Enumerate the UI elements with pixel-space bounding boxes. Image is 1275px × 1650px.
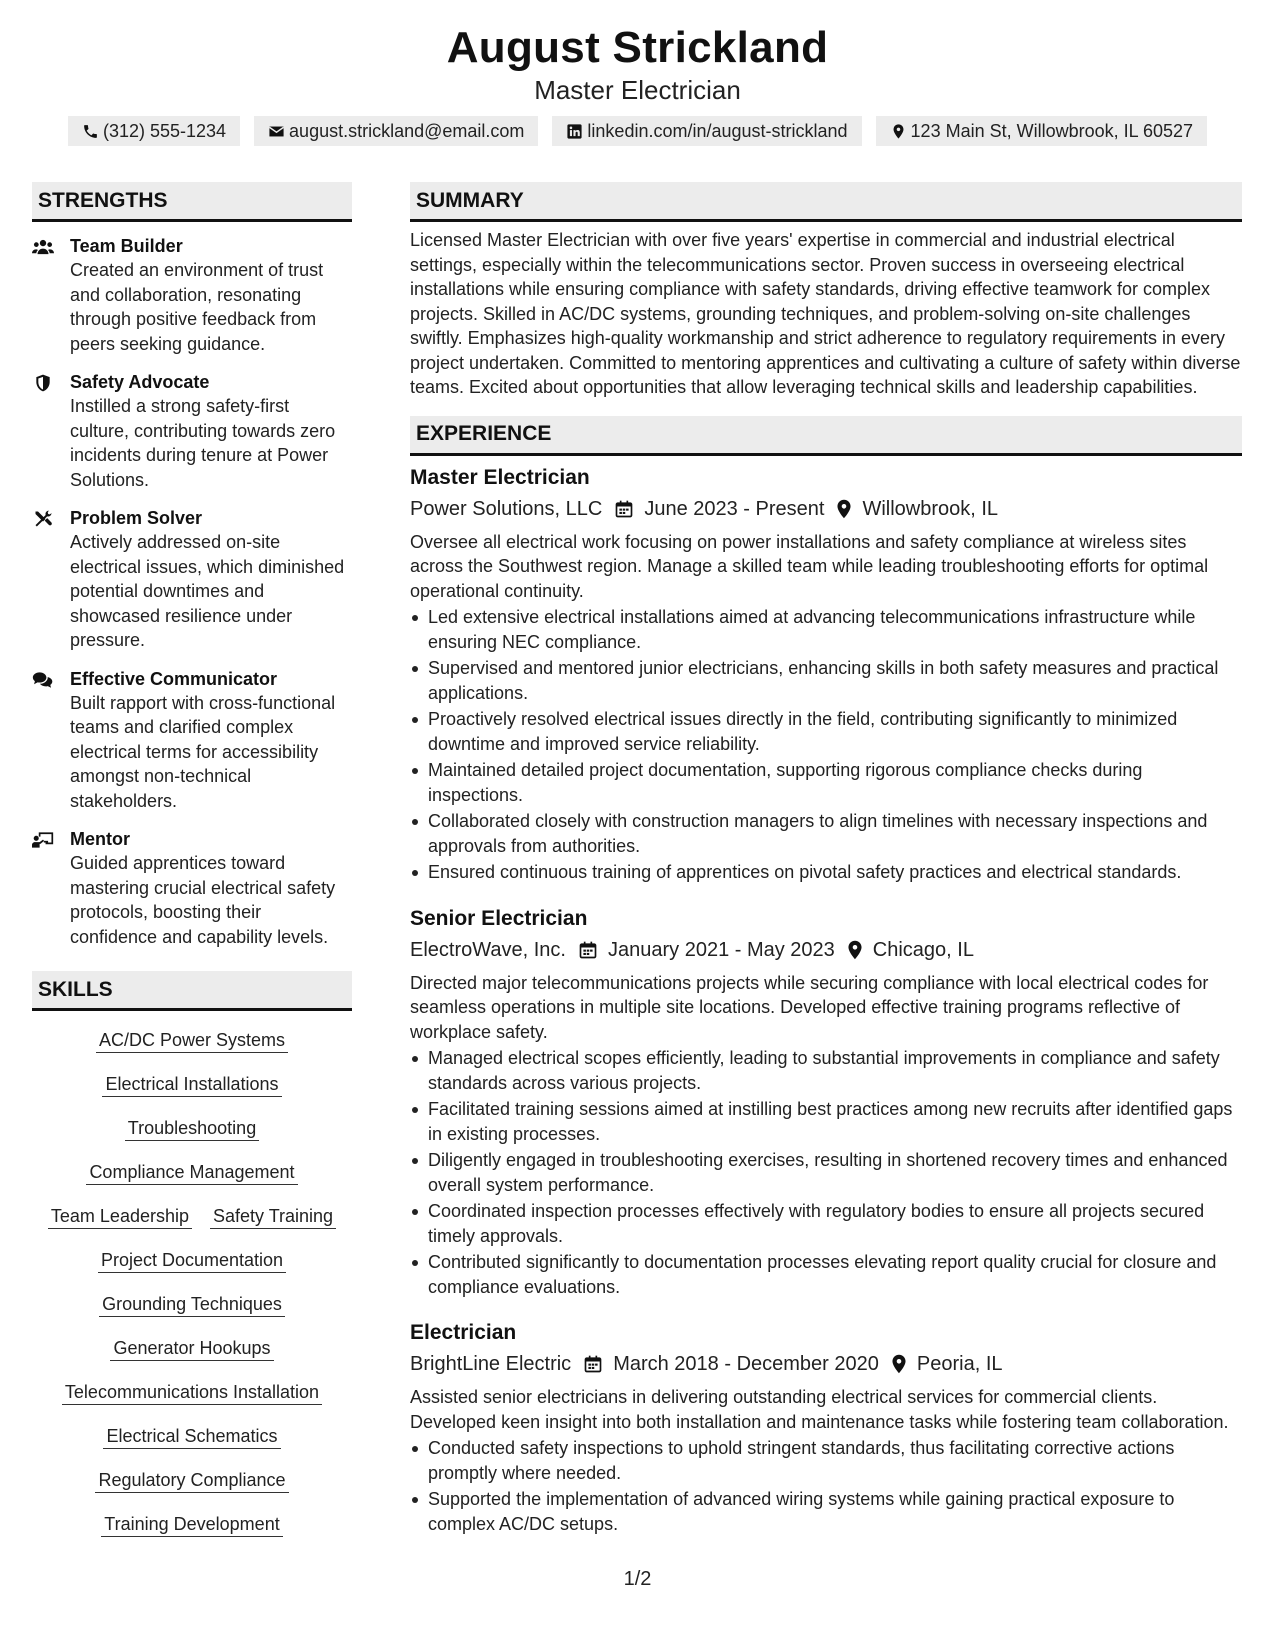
job-title: Electrician xyxy=(410,1321,517,1344)
skill-tag: Electrical Schematics xyxy=(103,1425,280,1449)
job-bullet: Coordinated inspection processes effectively with regulatory bodies to ensure all projects secured timely approvals. xyxy=(410,1199,1242,1248)
job-bullet: Proactively resolved electrical issues directly in the field, contributing significantly to minimized downtime and improved service reliability. xyxy=(410,707,1242,756)
job-entry xyxy=(410,897,1242,1300)
skill-tag: Training Development xyxy=(101,1513,282,1537)
job-bullet: Conducted safety inspections to uphold stringent standards, thus facilitating corrective actions promptly where needed. xyxy=(410,1436,1242,1485)
strength-item xyxy=(32,667,352,814)
calendar-icon xyxy=(578,940,598,960)
calendar-icon xyxy=(614,499,634,519)
strength-item xyxy=(32,506,352,653)
job-bullet: Maintained detailed project documentation, supporting rigorous compliance checks during inspections. xyxy=(410,758,1242,807)
skill-tag: Team Leadership xyxy=(48,1205,192,1229)
left-column xyxy=(32,182,352,1557)
contact-address xyxy=(876,116,1207,146)
skill-tag: Project Documentation xyxy=(98,1249,286,1273)
map-pin-icon xyxy=(847,940,863,960)
contact-linkedin xyxy=(552,116,861,146)
right-column xyxy=(410,182,1242,1548)
map-pin-icon xyxy=(891,1354,907,1374)
contact-phone xyxy=(68,116,240,146)
envelope-icon xyxy=(268,123,285,140)
job-bullet: Facilitated training sessions aimed at instilling best practices among new recruits after identified gaps in existing processes. xyxy=(410,1097,1242,1146)
skill-tag: Telecommunications Installation xyxy=(62,1381,322,1405)
job-bullet: Led extensive electrical installations aimed at advancing telecommunications infrastructure while ensuring NEC compliance. xyxy=(410,605,1242,654)
job-bullet: Supervised and mentored junior electricians, enhancing skills in both safety measures and practical applications. xyxy=(410,656,1242,705)
skill-tag: Electrical Installations xyxy=(102,1073,281,1097)
contact-email xyxy=(254,116,538,146)
strength-title: Effective Communicator xyxy=(70,668,278,689)
strength-title: Safety Advocate xyxy=(70,372,210,392)
summary-text: Licensed Master Electrician with over five years' expertise in commercial and industrial electrical settings, especially within the telecommunications sector. Proven success in overseeing electrical installations while ensuring compliance with safety standards, driving effective teamwork for complex projects. Skilled in AC/DC systems, grounding techniques, and problem-solving on-site challenges swiftly. Emphasizes high-quality workmanship and strict adherence to regulatory requirements in every project undertaken. Committed to mentoring apprentices and cultivating a culture of safety within diverse teams. Excited about opportunities that allow leveraging technical skills and leadership capabilities. xyxy=(410,230,1241,397)
job-dates: June 2023 - Present xyxy=(644,497,825,520)
skill-tag: Generator Hookups xyxy=(110,1337,273,1361)
strength-desc: Guided apprentices toward mastering crucial electrical safety protocols, boosting their confidence and capability levels. xyxy=(70,853,336,947)
shield-icon xyxy=(32,373,54,393)
map-pin-icon xyxy=(890,123,907,140)
job-company: ElectroWave, Inc. xyxy=(410,938,566,961)
job-meta xyxy=(410,1349,1242,1379)
strength-title: Problem Solver xyxy=(70,508,203,528)
job-bullet: Managed electrical scopes efficiently, leading to substantial improvements in compliance and safety standards across various projects. xyxy=(410,1046,1242,1095)
strength-item xyxy=(32,827,352,949)
job-company: BrightLine Electric xyxy=(410,1353,572,1375)
strength-desc: Built rapport with cross-functional teams and clarified complex electrical terms for accessibility amongst non-technical stakeholders. xyxy=(70,692,336,811)
job-entry xyxy=(410,456,1242,885)
job-description: Assisted senior electricians in delivering outstanding electrical services for commercial clients. Developed keen insight into both installation and maintenance tasks while fostering team collaboration. xyxy=(410,1387,1229,1432)
skill-tag: Grounding Techniques xyxy=(99,1293,285,1317)
job-description: Oversee all electrical work focusing on power installations and safety compliance at wireless sites across the Southwest region. Manage a skilled team while leading troubleshooting efforts for optimal operational continuity. xyxy=(410,531,1209,601)
experience-heading: EXPERIENCE xyxy=(410,416,1242,456)
skill-tag: AC/DC Power Systems xyxy=(96,1029,288,1053)
job-meta xyxy=(410,494,1242,524)
strength-desc: Instilled a strong safety-first culture, contributing towards zero incidents during tenure at Power Solutions. xyxy=(70,396,336,490)
tools-icon xyxy=(32,509,54,529)
linkedin-icon xyxy=(566,123,583,140)
chalkboard-teacher-icon xyxy=(32,830,54,850)
strength-item xyxy=(32,234,352,356)
job-bullet: Supported the implementation of advanced wiring systems while gaining practical exposure to complex AC/DC setups. xyxy=(410,1487,1242,1536)
job-dates: January 2021 - May 2023 xyxy=(607,938,835,961)
users-icon xyxy=(32,237,54,257)
page-number: 1/2 xyxy=(623,1568,652,1590)
job-title: Senior Electrician xyxy=(410,906,588,930)
candidate-role: Master Electrician xyxy=(534,75,741,105)
skill-tag: Compliance Management xyxy=(86,1161,297,1185)
job-bullets xyxy=(410,605,1242,885)
linkedin-text: linkedin.com/in/august-strickland xyxy=(587,120,848,141)
address-text: 123 Main St, Willowbrook, IL 60527 xyxy=(910,120,1194,141)
job-description: Directed major telecommunications projects while securing compliance with local electrical codes for seamless operations in multiple site locations. Developed effective training programs reflective of workplace safety. xyxy=(410,972,1209,1042)
candidate-name: August Strickland xyxy=(446,23,829,72)
job-dates: March 2018 - December 2020 xyxy=(613,1353,879,1375)
skill-tag: Regulatory Compliance xyxy=(95,1469,288,1493)
job-meta xyxy=(410,935,1242,965)
contact-bar xyxy=(0,116,1275,146)
summary-heading: SUMMARY xyxy=(410,182,1242,222)
job-bullets xyxy=(410,1046,1242,1299)
strengths-heading: STRENGTHS xyxy=(32,182,352,222)
job-title: Master Electrician xyxy=(410,465,590,489)
strength-desc: Created an environment of trust and collaboration, resonating through positive feedback from peers seeking guidance. xyxy=(70,260,324,354)
skills-heading: SKILLS xyxy=(32,971,352,1011)
job-company: Power Solutions, LLC xyxy=(410,497,603,520)
job-bullet: Diligently engaged in troubleshooting exercises, resulting in shortened recovery times and enhanced overall system performance. xyxy=(410,1148,1242,1197)
strength-item xyxy=(32,370,352,492)
resume-header xyxy=(0,0,1275,146)
map-pin-icon xyxy=(836,499,852,519)
strength-title: Team Builder xyxy=(70,236,183,256)
job-entry xyxy=(410,1311,1242,1536)
strengths-list xyxy=(32,222,352,949)
job-bullet: Collaborated closely with construction managers to align timelines with necessary inspections and approvals from authorities. xyxy=(410,809,1242,858)
email-text: august.strickland@email.com xyxy=(289,120,525,141)
phone-text: (312) 555-1234 xyxy=(102,120,227,141)
job-location: Peoria, IL xyxy=(916,1353,1003,1375)
job-bullets xyxy=(410,1436,1242,1536)
job-location: Willowbrook, IL xyxy=(862,497,999,520)
strength-desc: Actively addressed on-site electrical issues, which diminished potential downtimes and showcased resilience under pressure. xyxy=(70,532,345,650)
skill-tag: Troubleshooting xyxy=(125,1117,259,1141)
job-bullet: Contributed significantly to documentation processes elevating report quality crucial for closure and compliance evaluations. xyxy=(410,1250,1242,1299)
job-bullet: Ensured continuous training of apprentices on pivotal safety practices and electrical standards. xyxy=(410,860,1242,885)
skills-list xyxy=(32,1011,352,1557)
skill-tag: Safety Training xyxy=(210,1205,336,1229)
strength-title: Mentor xyxy=(70,829,130,849)
phone-icon xyxy=(82,123,99,140)
calendar-icon xyxy=(583,1354,603,1374)
comments-icon xyxy=(32,670,54,690)
job-location: Chicago, IL xyxy=(872,938,974,961)
